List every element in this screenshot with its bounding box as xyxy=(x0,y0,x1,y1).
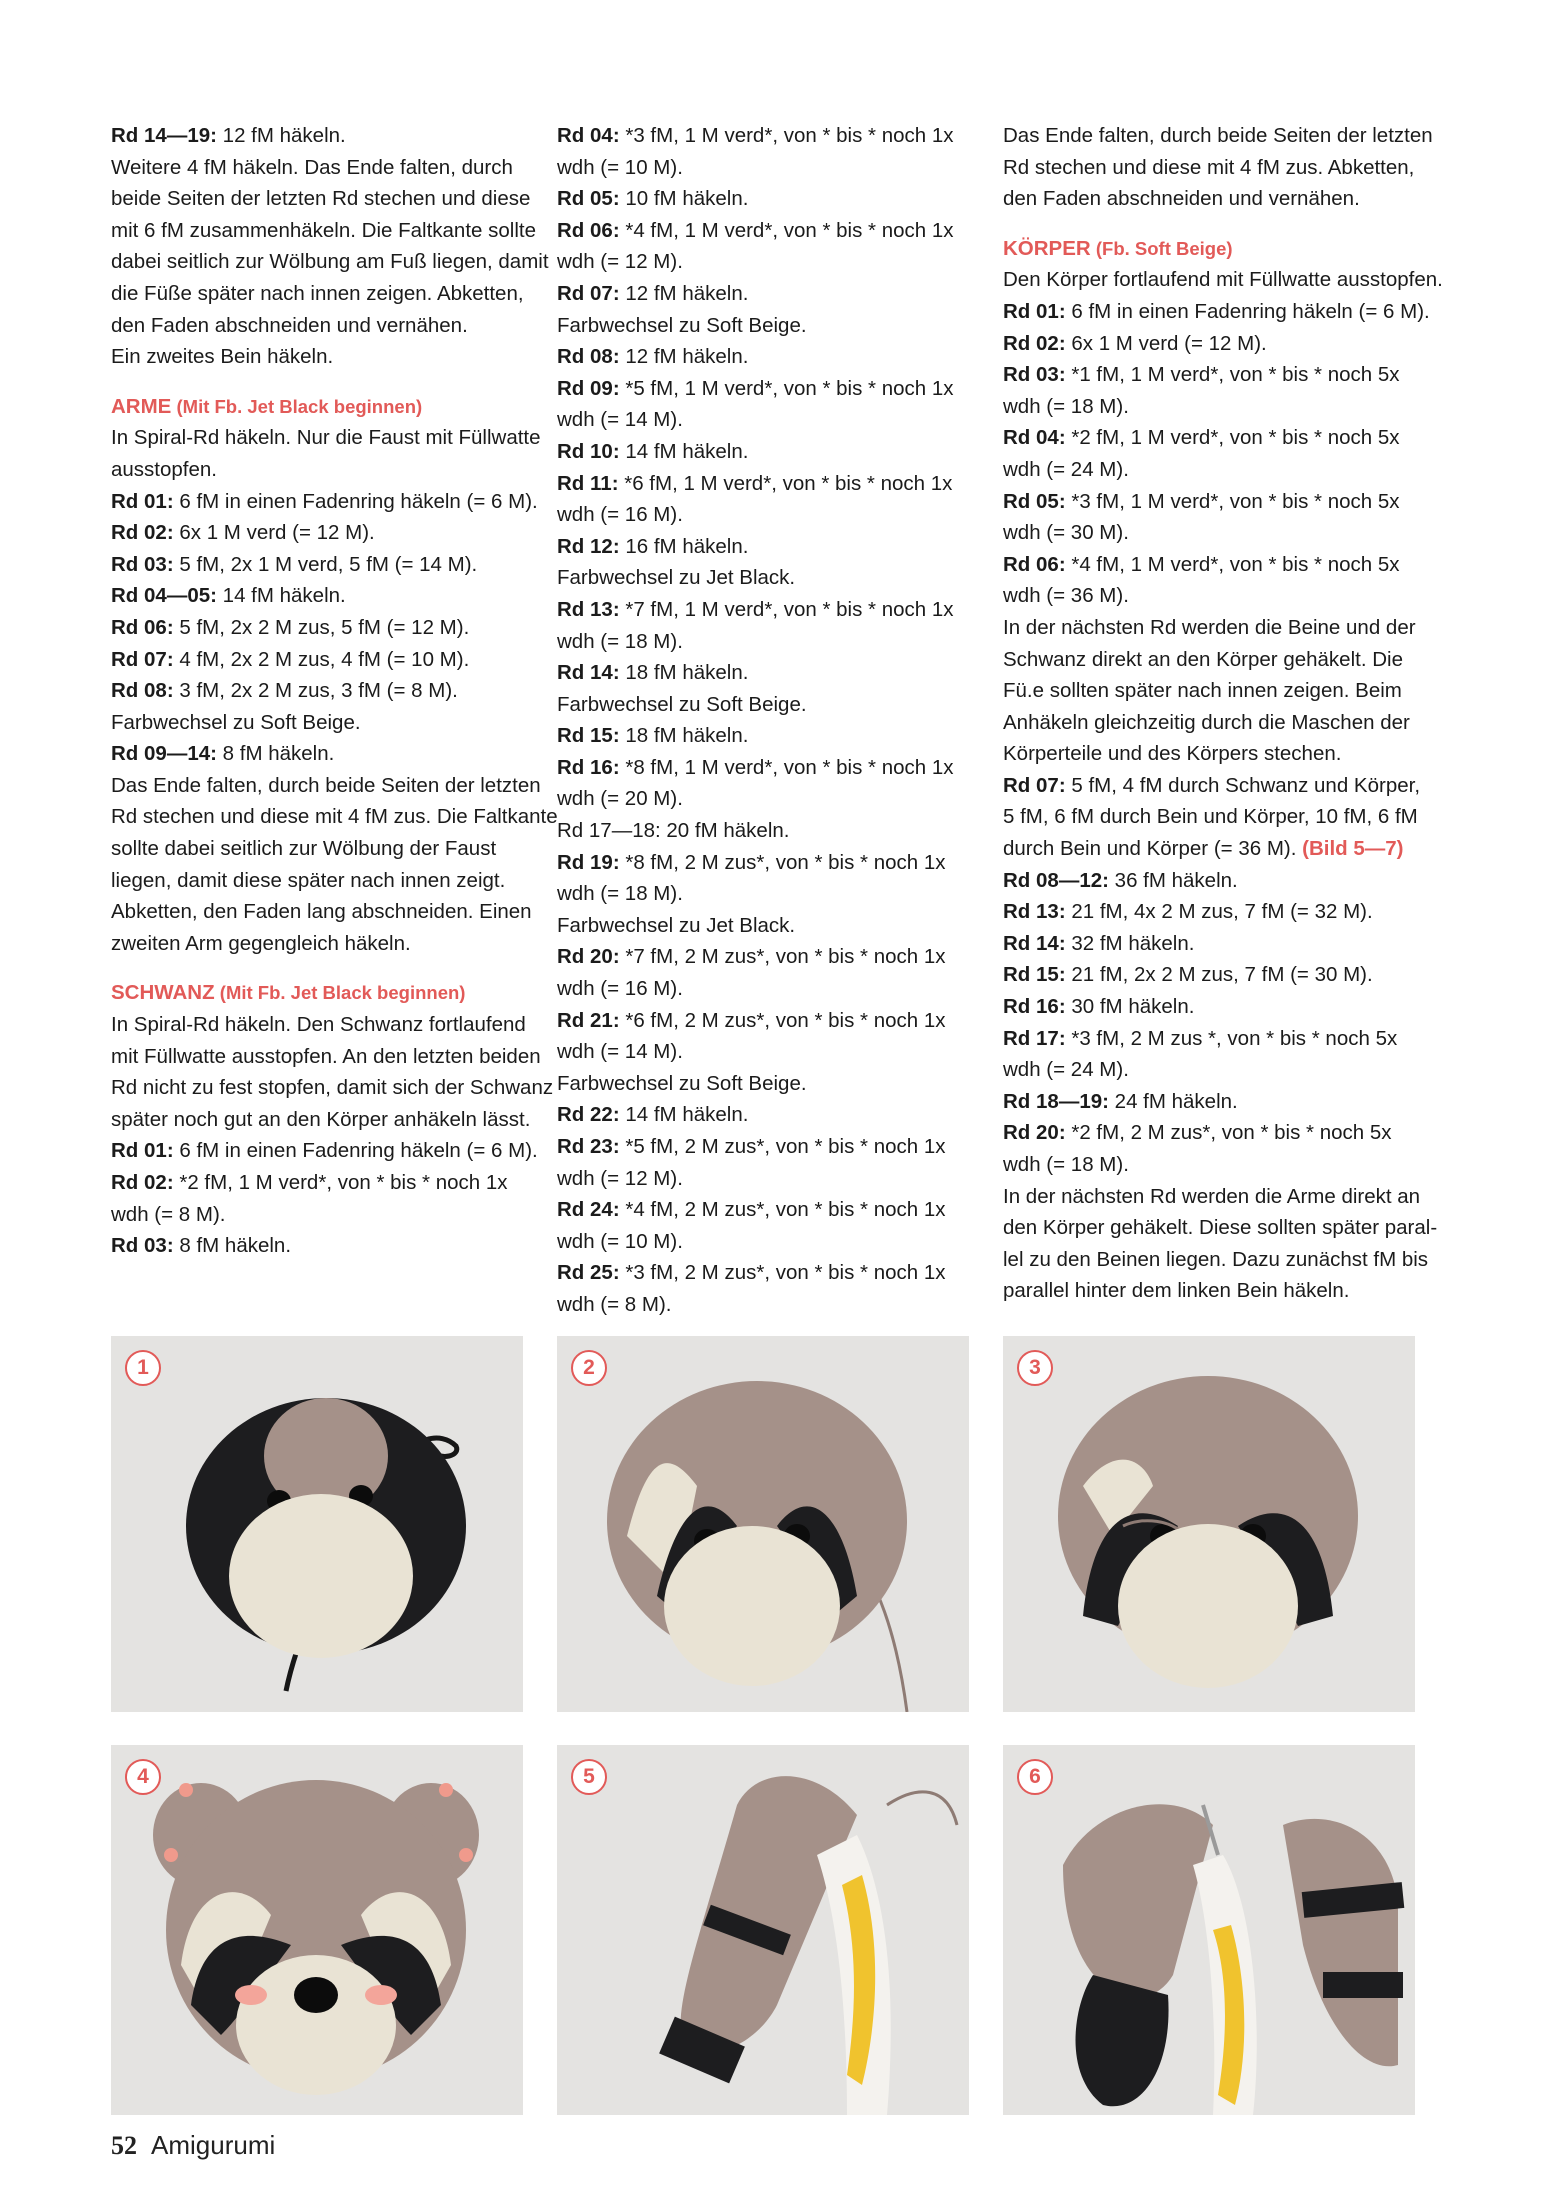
instruction-text: Rd 17—18: 20 fM häkeln. xyxy=(557,819,790,843)
instruction-text: 5 fM, 2x 2 M zus, 5 fM (= 12 M). xyxy=(173,615,470,639)
instruction-text: 8 fM häkeln. xyxy=(216,742,335,766)
round-label: Rd 10: xyxy=(557,439,620,463)
instruction-text: Körperteile und des Körpers stechen. xyxy=(1003,742,1342,766)
instruction-line xyxy=(1003,152,1423,184)
instruction-text: 6 fM in einen Fadenring häkeln (= 6 M). xyxy=(173,489,538,513)
instruction-text: *2 fM, 1 M verd*, von * bis * noch 5x xyxy=(1065,426,1400,450)
instruction-text: Rd stechen und diese mit 4 fM zus. Die Faltkante xyxy=(111,805,558,829)
instruction-text: *7 fM, 1 M verd*, von * bis * noch 1x xyxy=(619,597,954,621)
instruction-line xyxy=(111,486,538,518)
round-label: Rd 25: xyxy=(557,1261,620,1285)
instruction-line xyxy=(1003,328,1423,360)
instruction-text: 5 fM, 6 fM durch Bein und Körper, 10 fM, 6 fM xyxy=(1003,805,1418,829)
round-label: Rd 07: xyxy=(111,647,174,671)
instruction-line xyxy=(1003,801,1423,833)
instruction-line xyxy=(1003,991,1423,1023)
instruction-text: *7 fM, 2 M zus*, von * bis * noch 1x xyxy=(619,945,946,969)
instruction-text: wdh (= 18 M). xyxy=(1003,1153,1129,1176)
photo-number-badge: 3 xyxy=(1017,1350,1053,1386)
instruction-line xyxy=(111,454,531,486)
instruction-line xyxy=(1003,359,1423,391)
page-number: 52 xyxy=(111,2131,137,2160)
round-label: Rd 23: xyxy=(557,1135,620,1158)
instruction-line xyxy=(557,215,977,247)
instruction-text: In der nächsten Rd werden die Arme direkt an xyxy=(1003,1184,1421,1208)
instruction-text: Farbwechsel zu Jet Black. xyxy=(557,913,796,937)
instruction-text: wdh (= 8 M). xyxy=(111,1202,226,1226)
round-label: Rd 14: xyxy=(557,661,620,685)
instruction-text: mit Füllwatte ausstopfen. An den letzten beiden xyxy=(111,1044,541,1068)
instruction-text: *3 fM, 1 M verd*, von * bis * noch 1x xyxy=(619,124,954,147)
round-label: Rd 19: xyxy=(557,850,620,874)
instruction-text: 12 fM häkeln. xyxy=(619,345,749,369)
column-middle xyxy=(557,120,977,1321)
raccoon-head-eyes-illustration xyxy=(111,1336,523,1712)
instruction-text: *3 fM, 2 M zus *, von * bis * noch 5x xyxy=(1065,1026,1398,1050)
instruction-text: die Füße später nach innen zeigen. Abketten, xyxy=(111,281,524,305)
section-heading xyxy=(1003,233,1423,265)
instruction-text: den Körper gehäkelt. Diese sollten später paral- xyxy=(1003,1216,1438,1240)
round-label: Rd 16: xyxy=(1003,995,1066,1019)
instruction-line xyxy=(111,215,536,247)
instruction-text: parallel hinter dem linken Bein häkeln. xyxy=(1003,1279,1350,1303)
round-label: Rd 09—14: xyxy=(111,742,217,766)
instruction-text: wdh (= 14 M). xyxy=(557,1040,683,1064)
instruction-text: 32 fM häkeln. xyxy=(1065,931,1195,955)
instruction-line xyxy=(111,770,541,802)
instruction-line xyxy=(111,549,531,581)
round-label: Rd 04: xyxy=(557,124,620,147)
section-subtitle: (Mit Fb. Jet Black beginnen) xyxy=(171,395,423,417)
round-label: Rd 08: xyxy=(111,679,174,703)
round-label: Rd 15: xyxy=(1003,963,1066,987)
instruction-text: ausstopfen. xyxy=(111,457,217,481)
instruction-text: *5 fM, 1 M verd*, von * bis * noch 1x xyxy=(619,376,954,400)
round-label: Rd 06: xyxy=(1003,552,1066,576)
round-label: Rd 05: xyxy=(1003,489,1066,513)
instruction-text: Den Körper fortlaufend mit Füllwatte ausstopfen. xyxy=(1003,268,1443,292)
round-label: Rd 03: xyxy=(111,1234,174,1258)
round-label: Rd 13: xyxy=(557,597,620,621)
instruction-line xyxy=(1003,296,1430,328)
instruction-line xyxy=(1003,770,1423,802)
round-label: Rd 02: xyxy=(1003,331,1066,355)
instruction-text: Rd nicht zu fest stopfen, damit sich der Schwanz xyxy=(111,1076,554,1100)
round-label: Rd 02: xyxy=(111,1171,174,1194)
instruction-line xyxy=(111,865,531,897)
instruction-line xyxy=(557,1257,977,1289)
photo-number-badge: 2 xyxy=(571,1350,607,1386)
instruction-line xyxy=(557,594,977,626)
instruction-line xyxy=(557,847,977,879)
instruction-text: wdh (= 16 M). xyxy=(557,503,683,527)
instruction-line xyxy=(557,910,977,942)
instruction-line xyxy=(1003,1023,1423,1055)
instruction-text: *4 fM, 1 M verd*, von * bis * noch 1x xyxy=(619,218,954,242)
instruction-line xyxy=(111,707,531,739)
instruction-text: *3 fM, 2 M zus*, von * bis * noch 1x xyxy=(619,1261,946,1285)
instruction-line xyxy=(1003,1212,1438,1244)
round-label: Rd 14—19: xyxy=(111,124,217,147)
instruction-text: wdh (= 24 M). xyxy=(1003,1058,1129,1082)
instruction-line xyxy=(111,738,531,770)
instruction-line xyxy=(1003,1054,1423,1086)
instruction-line xyxy=(557,341,977,373)
photo-number-badge: 5 xyxy=(571,1759,607,1795)
instruction-line xyxy=(111,612,531,644)
instruction-line xyxy=(557,152,977,184)
instruction-text: *1 fM, 1 M verd*, von * bis * noch 5x xyxy=(1065,363,1400,387)
magazine-name: Amigurumi xyxy=(151,2130,276,2160)
instruction-text: beide Seiten der letzten Rd stechen und diese xyxy=(111,187,531,211)
instruction-text: Abketten, den Faden lang abschneiden. Einen xyxy=(111,900,532,924)
instruction-text: wdh (= 30 M). xyxy=(1003,521,1129,545)
round-label: Rd 22: xyxy=(557,1103,620,1127)
instruction-text: 5 fM, 4 fM durch Schwanz und Körper, xyxy=(1065,773,1421,797)
instruction-text: 14 fM häkeln. xyxy=(619,439,749,463)
instruction-text: den Faden abschneiden und vernähen. xyxy=(111,313,468,337)
round-label: Rd 08—12: xyxy=(1003,868,1109,892)
instruction-line xyxy=(111,801,558,833)
instruction-text: In der nächsten Rd werden die Beine und der xyxy=(1003,615,1416,639)
instruction-line xyxy=(557,183,977,215)
instruction-text: 36 fM häkeln. xyxy=(1108,868,1238,892)
instruction-line xyxy=(1003,865,1423,897)
instruction-text: *4 fM, 1 M verd*, von * bis * noch 5x xyxy=(1065,552,1400,576)
section-heading xyxy=(111,977,531,1009)
instruction-line xyxy=(557,1099,977,1131)
section-title: SCHWANZ xyxy=(111,981,215,1005)
instruction-line xyxy=(111,152,531,184)
instruction-text: dabei seitlich zur Wölbung am Fuß liegen, damit xyxy=(111,250,549,274)
instruction-text: durch Bein und Körper (= 36 M). xyxy=(1003,837,1303,861)
section-title: ARME xyxy=(111,394,172,418)
instruction-line xyxy=(1003,264,1443,296)
instruction-text: 12 fM häkeln. xyxy=(216,124,346,147)
instruction-text: *6 fM, 2 M zus*, von * bis * noch 1x xyxy=(619,1008,946,1032)
instruction-text: 24 fM häkeln. xyxy=(1108,1089,1238,1113)
section-title: KÖRPER xyxy=(1003,236,1091,260)
instruction-line xyxy=(111,1167,531,1199)
instruction-line xyxy=(1003,833,1423,865)
instruction-text: zweiten Arm gegengleich häkeln. xyxy=(111,931,411,955)
instruction-text: Farbwechsel zu Jet Black. xyxy=(557,566,796,590)
column-right xyxy=(1003,120,1443,1307)
instruction-line xyxy=(111,278,531,310)
instruction-line xyxy=(557,436,977,468)
instruction-text: Fü.e sollten später nach innen zeigen. Beim xyxy=(1003,679,1402,703)
instruction-line xyxy=(111,580,531,612)
instruction-line xyxy=(1003,612,1423,644)
instruction-line xyxy=(1003,183,1423,215)
instruction-text: wdh (= 16 M). xyxy=(557,977,683,1001)
instruction-line xyxy=(111,896,531,928)
instruction-line xyxy=(1003,1086,1423,1118)
instruction-line xyxy=(557,562,977,594)
instruction-text: 6x 1 M verd (= 12 M). xyxy=(1065,331,1267,355)
instruction-text: wdh (= 36 M). xyxy=(1003,584,1129,608)
instruction-line xyxy=(111,183,531,215)
photo-6 xyxy=(1003,1745,1415,2115)
round-label: Rd 15: xyxy=(557,724,620,748)
instruction-text: *5 fM, 2 M zus*, von * bis * noch 1x xyxy=(619,1135,946,1158)
instruction-line xyxy=(111,833,531,865)
legs-crochet-together-illustration xyxy=(1003,1745,1415,2115)
instruction-text: 21 fM, 4x 2 M zus, 7 fM (= 32 M). xyxy=(1065,900,1373,924)
round-label: Rd 01: xyxy=(111,1139,174,1163)
instruction-text: sollte dabei seitlich zur Wölbung der Faust xyxy=(111,837,497,861)
instruction-line xyxy=(111,928,531,960)
instruction-line xyxy=(557,973,977,1005)
photo-3 xyxy=(1003,1336,1415,1712)
instruction-line xyxy=(1003,675,1423,707)
instruction-text: *3 fM, 1 M verd*, von * bis * noch 5x xyxy=(1065,489,1400,513)
instruction-line xyxy=(1003,644,1423,676)
page-footer xyxy=(111,2130,275,2161)
photo-number-badge: 1 xyxy=(125,1350,161,1386)
instruction-line xyxy=(111,246,549,278)
round-label: Rd 14: xyxy=(1003,931,1066,955)
instruction-line xyxy=(557,1068,977,1100)
section-subtitle: (Fb. Soft Beige) xyxy=(1090,237,1233,259)
instruction-line xyxy=(557,278,977,310)
round-label: Rd 03: xyxy=(1003,363,1066,387)
column-left xyxy=(111,120,558,1262)
instruction-line xyxy=(557,246,977,278)
instruction-line xyxy=(1003,1275,1423,1307)
instruction-line xyxy=(1003,422,1423,454)
instruction-text: 18 fM häkeln. xyxy=(619,724,749,748)
instruction-text: wdh (= 10 M). xyxy=(557,155,683,179)
instruction-text: Schwanz direkt an den Körper gehäkelt. Die xyxy=(1003,647,1403,671)
round-label: Rd 01: xyxy=(1003,299,1066,323)
instruction-line xyxy=(1003,707,1423,739)
instruction-text: In Spiral-Rd häkeln. Nur die Faust mit Füllwatte xyxy=(111,426,541,450)
instruction-line xyxy=(557,1163,977,1195)
round-label: Rd 04—05: xyxy=(111,584,217,608)
instruction-text: 18 fM häkeln. xyxy=(619,661,749,685)
leg-and-tail-attaching-illustration xyxy=(557,1745,969,2115)
instruction-text: *4 fM, 2 M zus*, von * bis * noch 1x xyxy=(619,1198,946,1222)
instruction-text: mit 6 fM zusammenhäkeln. Die Faltkante sollte xyxy=(111,218,536,242)
instruction-text: wdh (= 12 M). xyxy=(557,1166,683,1190)
round-label: Rd 04: xyxy=(1003,426,1066,450)
round-label: Rd 07: xyxy=(1003,773,1066,797)
instruction-text: *2 fM, 1 M verd*, von * bis * noch 1x xyxy=(173,1171,508,1194)
instruction-text: Ein zweites Bein häkeln. xyxy=(111,345,334,369)
section-subtitle: (Mit Fb. Jet Black beginnen) xyxy=(214,982,466,1004)
instruction-text: 6x 1 M verd (= 12 M). xyxy=(173,521,375,545)
instruction-text: wdh (= 14 M). xyxy=(557,408,683,432)
instruction-line xyxy=(1003,1117,1423,1149)
instruction-text: wdh (= 10 M). xyxy=(557,1229,683,1253)
instruction-line xyxy=(1003,391,1423,423)
instruction-line xyxy=(557,468,977,500)
round-label: Rd 06: xyxy=(111,615,174,639)
instruction-text: 6 fM in einen Fadenring häkeln (= 6 M). xyxy=(173,1139,538,1163)
photo-4 xyxy=(111,1745,523,2115)
instruction-text: Das Ende falten, durch beide Seiten der letzten xyxy=(1003,124,1433,147)
instruction-line xyxy=(557,941,977,973)
instruction-text: wdh (= 18 M). xyxy=(557,629,683,653)
section-heading xyxy=(111,391,531,423)
instruction-text: 3 fM, 2x 2 M zus, 3 fM (= 8 M). xyxy=(173,679,458,703)
instruction-line xyxy=(111,1041,541,1073)
instruction-text: In Spiral-Rd häkeln. Den Schwanz fortlaufend xyxy=(111,1013,526,1037)
instruction-line xyxy=(557,373,977,405)
round-label: Rd 02: xyxy=(111,521,174,545)
instruction-text: wdh (= 24 M). xyxy=(1003,457,1129,481)
photo-1 xyxy=(111,1336,523,1712)
instruction-line xyxy=(557,1131,977,1163)
instruction-line xyxy=(1003,738,1423,770)
instruction-text: Rd stechen und diese mit 4 fM zus. Abketten, xyxy=(1003,155,1415,179)
instruction-text: 21 fM, 2x 2 M zus, 7 fM (= 30 M). xyxy=(1065,963,1373,987)
instruction-line xyxy=(557,1036,977,1068)
instruction-line xyxy=(1003,120,1433,152)
round-label: Rd 16: xyxy=(557,755,620,779)
instruction-line xyxy=(111,1199,531,1231)
instruction-text: 6 fM in einen Fadenring häkeln (= 6 M). xyxy=(1065,299,1430,323)
instruction-line xyxy=(111,675,531,707)
instruction-line xyxy=(557,752,977,784)
round-label: Rd 12: xyxy=(557,534,620,558)
instruction-line xyxy=(111,341,531,373)
instruction-text: wdh (= 8 M). xyxy=(557,1292,672,1316)
instruction-line xyxy=(557,1289,977,1321)
instruction-line xyxy=(111,1230,531,1262)
instruction-text: *2 fM, 2 M zus*, von * bis * noch 5x xyxy=(1065,1121,1392,1145)
instruction-line xyxy=(1003,486,1423,518)
round-label: Rd 24: xyxy=(557,1198,620,1222)
instruction-line xyxy=(111,310,531,342)
instruction-text: 5 fM, 2x 1 M verd, 5 fM (= 14 M). xyxy=(173,552,478,576)
instruction-line xyxy=(557,815,977,847)
raccoon-head-ears-illustration xyxy=(111,1745,523,2115)
round-label: Rd 20: xyxy=(1003,1121,1066,1145)
instruction-text: Das Ende falten, durch beide Seiten der letzten xyxy=(111,773,541,797)
instruction-text: wdh (= 18 M). xyxy=(1003,394,1129,418)
instruction-line xyxy=(557,531,977,563)
instruction-text: 14 fM häkeln. xyxy=(619,1103,749,1127)
round-label: Rd 18—19: xyxy=(1003,1089,1109,1113)
image-reference: (Bild 5—7) xyxy=(1302,837,1404,861)
instruction-text: Farbwechsel zu Soft Beige. xyxy=(557,692,807,716)
instruction-text: 10 fM häkeln. xyxy=(619,187,749,211)
instruction-text: später noch gut an den Körper anhäkeln lässt. xyxy=(111,1107,531,1131)
instruction-line xyxy=(1003,1181,1423,1213)
round-label: Rd 03: xyxy=(111,552,174,576)
instruction-line xyxy=(1003,549,1423,581)
photo-number-badge: 6 xyxy=(1017,1759,1053,1795)
instruction-line xyxy=(111,644,531,676)
instruction-line xyxy=(557,1226,977,1258)
instruction-line xyxy=(111,517,531,549)
instruction-line xyxy=(557,1194,977,1226)
instruction-line xyxy=(1003,580,1423,612)
round-label: Rd 11: xyxy=(557,471,619,495)
instruction-text: 30 fM häkeln. xyxy=(1065,995,1195,1019)
instruction-line xyxy=(557,626,977,658)
raccoon-head-embroidery-illustration xyxy=(557,1336,969,1712)
instruction-text: Farbwechsel zu Soft Beige. xyxy=(557,313,807,337)
instruction-text: 14 fM häkeln. xyxy=(216,584,346,608)
instruction-line xyxy=(557,720,977,752)
instruction-text: 12 fM häkeln. xyxy=(619,281,749,305)
instruction-text: 4 fM, 2x 2 M zus, 4 fM (= 10 M). xyxy=(173,647,470,671)
round-label: Rd 13: xyxy=(1003,900,1066,924)
instruction-text: Farbwechsel zu Soft Beige. xyxy=(111,710,361,734)
instruction-line xyxy=(111,1009,531,1041)
instruction-line xyxy=(557,499,977,531)
round-label: Rd 08: xyxy=(557,345,620,369)
instruction-line xyxy=(111,1104,531,1136)
instruction-text: den Faden abschneiden und vernähen. xyxy=(1003,187,1360,211)
instruction-text: liegen, damit diese später nach innen zeigt. xyxy=(111,868,506,892)
round-label: Rd 05: xyxy=(557,187,620,211)
instruction-line xyxy=(1003,928,1423,960)
instruction-line xyxy=(1003,959,1423,991)
instruction-text: Farbwechsel zu Soft Beige. xyxy=(557,1071,807,1095)
instruction-line xyxy=(557,404,977,436)
instruction-text: Weitere 4 fM häkeln. Das Ende falten, durch xyxy=(111,155,513,179)
instruction-text: wdh (= 18 M). xyxy=(557,882,683,906)
instruction-text: Anhäkeln gleichzeitig durch die Maschen der xyxy=(1003,710,1410,734)
instruction-line xyxy=(1003,896,1423,928)
instruction-line xyxy=(557,310,977,342)
instruction-text: *8 fM, 2 M zus*, von * bis * noch 1x xyxy=(619,850,946,874)
instruction-line xyxy=(557,120,977,152)
instruction-line xyxy=(111,1072,554,1104)
instruction-line xyxy=(111,120,531,152)
photo-5 xyxy=(557,1745,969,2115)
instruction-text: 16 fM häkeln. xyxy=(619,534,749,558)
instruction-text: 8 fM häkeln. xyxy=(173,1234,292,1258)
round-label: Rd 07: xyxy=(557,281,620,305)
instruction-line xyxy=(557,1005,977,1037)
instruction-line xyxy=(111,422,541,454)
round-label: Rd 01: xyxy=(111,489,174,513)
instruction-line xyxy=(1003,454,1423,486)
photo-2 xyxy=(557,1336,969,1712)
instruction-line xyxy=(1003,1149,1423,1181)
instruction-line xyxy=(557,878,977,910)
round-label: Rd 21: xyxy=(557,1008,620,1032)
instruction-text: *8 fM, 1 M verd*, von * bis * noch 1x xyxy=(619,755,954,779)
round-label: Rd 17: xyxy=(1003,1026,1066,1050)
instruction-line xyxy=(557,783,977,815)
instruction-line xyxy=(557,689,977,721)
instruction-line xyxy=(1003,1244,1429,1276)
instruction-text: wdh (= 20 M). xyxy=(557,787,683,811)
instruction-text: *6 fM, 1 M verd*, von * bis * noch 1x xyxy=(618,471,953,495)
instruction-text: lel zu den Beinen liegen. Dazu zunächst fM bis xyxy=(1003,1247,1429,1271)
round-label: Rd 20: xyxy=(557,945,620,969)
instruction-text: wdh (= 12 M). xyxy=(557,250,683,274)
raccoon-head-eyelash-illustration xyxy=(1003,1336,1415,1712)
instruction-line xyxy=(557,657,977,689)
instruction-line xyxy=(1003,517,1423,549)
photo-number-badge: 4 xyxy=(125,1759,161,1795)
round-label: Rd 06: xyxy=(557,218,620,242)
round-label: Rd 09: xyxy=(557,376,620,400)
instruction-line xyxy=(111,1135,538,1167)
